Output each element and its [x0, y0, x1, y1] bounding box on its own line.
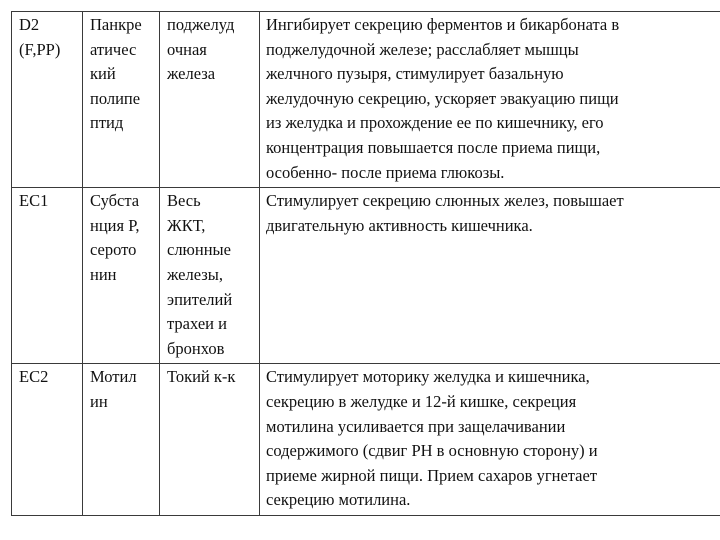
text-line: Токий к-к — [167, 367, 236, 387]
text-line: кий — [90, 64, 116, 84]
location-cell — [160, 12, 260, 188]
text-line: атичес — [90, 39, 137, 59]
location-cell — [160, 188, 260, 364]
text-line: слюнные — [167, 240, 231, 260]
text-line: содержимого (сдвиг РН в основную сторону) и — [266, 441, 598, 461]
text-line: EC1 — [19, 191, 49, 211]
effect-cell — [260, 364, 720, 516]
text-line: серото — [90, 240, 137, 260]
text-line: мотилина усиливается при защелачивании — [266, 416, 566, 436]
table-row — [12, 12, 720, 188]
text-line: птид — [90, 113, 124, 133]
text-line: поджелудочной железе; расслабляет мышцы — [266, 39, 579, 59]
text-line: бронхов — [167, 338, 225, 358]
text-line: секрецию в желудке и 12-й кишке, секреция — [266, 391, 577, 411]
text-line: секрецию мотилина. — [266, 490, 411, 510]
text-line: железа — [167, 64, 216, 84]
cell-type-cell — [12, 364, 83, 516]
text-line: Ингибирует секрецию ферментов и бикарбоната в — [266, 15, 620, 34]
text-line: полипе — [90, 88, 141, 108]
cell-type-cell — [12, 188, 83, 364]
text-line: ЖКТ, — [167, 215, 206, 235]
text-line: Панкре — [90, 15, 142, 34]
text-line: поджелуд — [167, 15, 235, 34]
text-line: эпителий — [167, 289, 233, 309]
effect-cell — [260, 188, 720, 364]
hormone-cell — [83, 364, 160, 516]
text-line: Весь — [167, 191, 201, 211]
text-line: особенно- после приема глюкозы. — [266, 162, 505, 182]
text-line: нция Р, — [90, 215, 140, 235]
hormone-cell — [83, 188, 160, 364]
text-line: приеме жирной пищи. Прием сахаров угнетает — [266, 465, 598, 485]
text-line: двигательную активность кишечника. — [266, 215, 533, 235]
text-line: концентрация повышается после приема пищи, — [266, 137, 601, 157]
text-line: Мотил — [90, 367, 137, 387]
text-line: ин — [90, 391, 108, 411]
text-line: Стимулирует моторику желудка и кишечника, — [266, 367, 590, 387]
location-cell — [160, 364, 260, 516]
text-line: очная — [167, 39, 207, 59]
table-row — [12, 364, 720, 516]
effect-cell — [260, 12, 720, 188]
text-line: из желудка и прохождение ее по кишечнику, его — [266, 113, 604, 133]
hormone-cell — [83, 12, 160, 188]
text-line: (F,PP) — [19, 39, 61, 59]
cell-type-cell — [12, 12, 83, 188]
text-line: железы, — [167, 264, 223, 284]
text-line: нин — [90, 264, 117, 284]
text-line: трахеи и — [167, 314, 227, 334]
text-line: EC2 — [19, 367, 49, 387]
hormone-table — [11, 11, 720, 516]
text-line: Стимулирует секрецию слюнных желез, повышает — [266, 191, 624, 211]
text-line: Субста — [90, 191, 140, 211]
text-line: желчного пузыря, стимулирует базальную — [266, 64, 564, 84]
table-row — [12, 188, 720, 364]
text-line: желудочную секрецию, ускоряет эвакуацию пищи — [266, 88, 619, 108]
text-line: D2 — [19, 15, 40, 34]
